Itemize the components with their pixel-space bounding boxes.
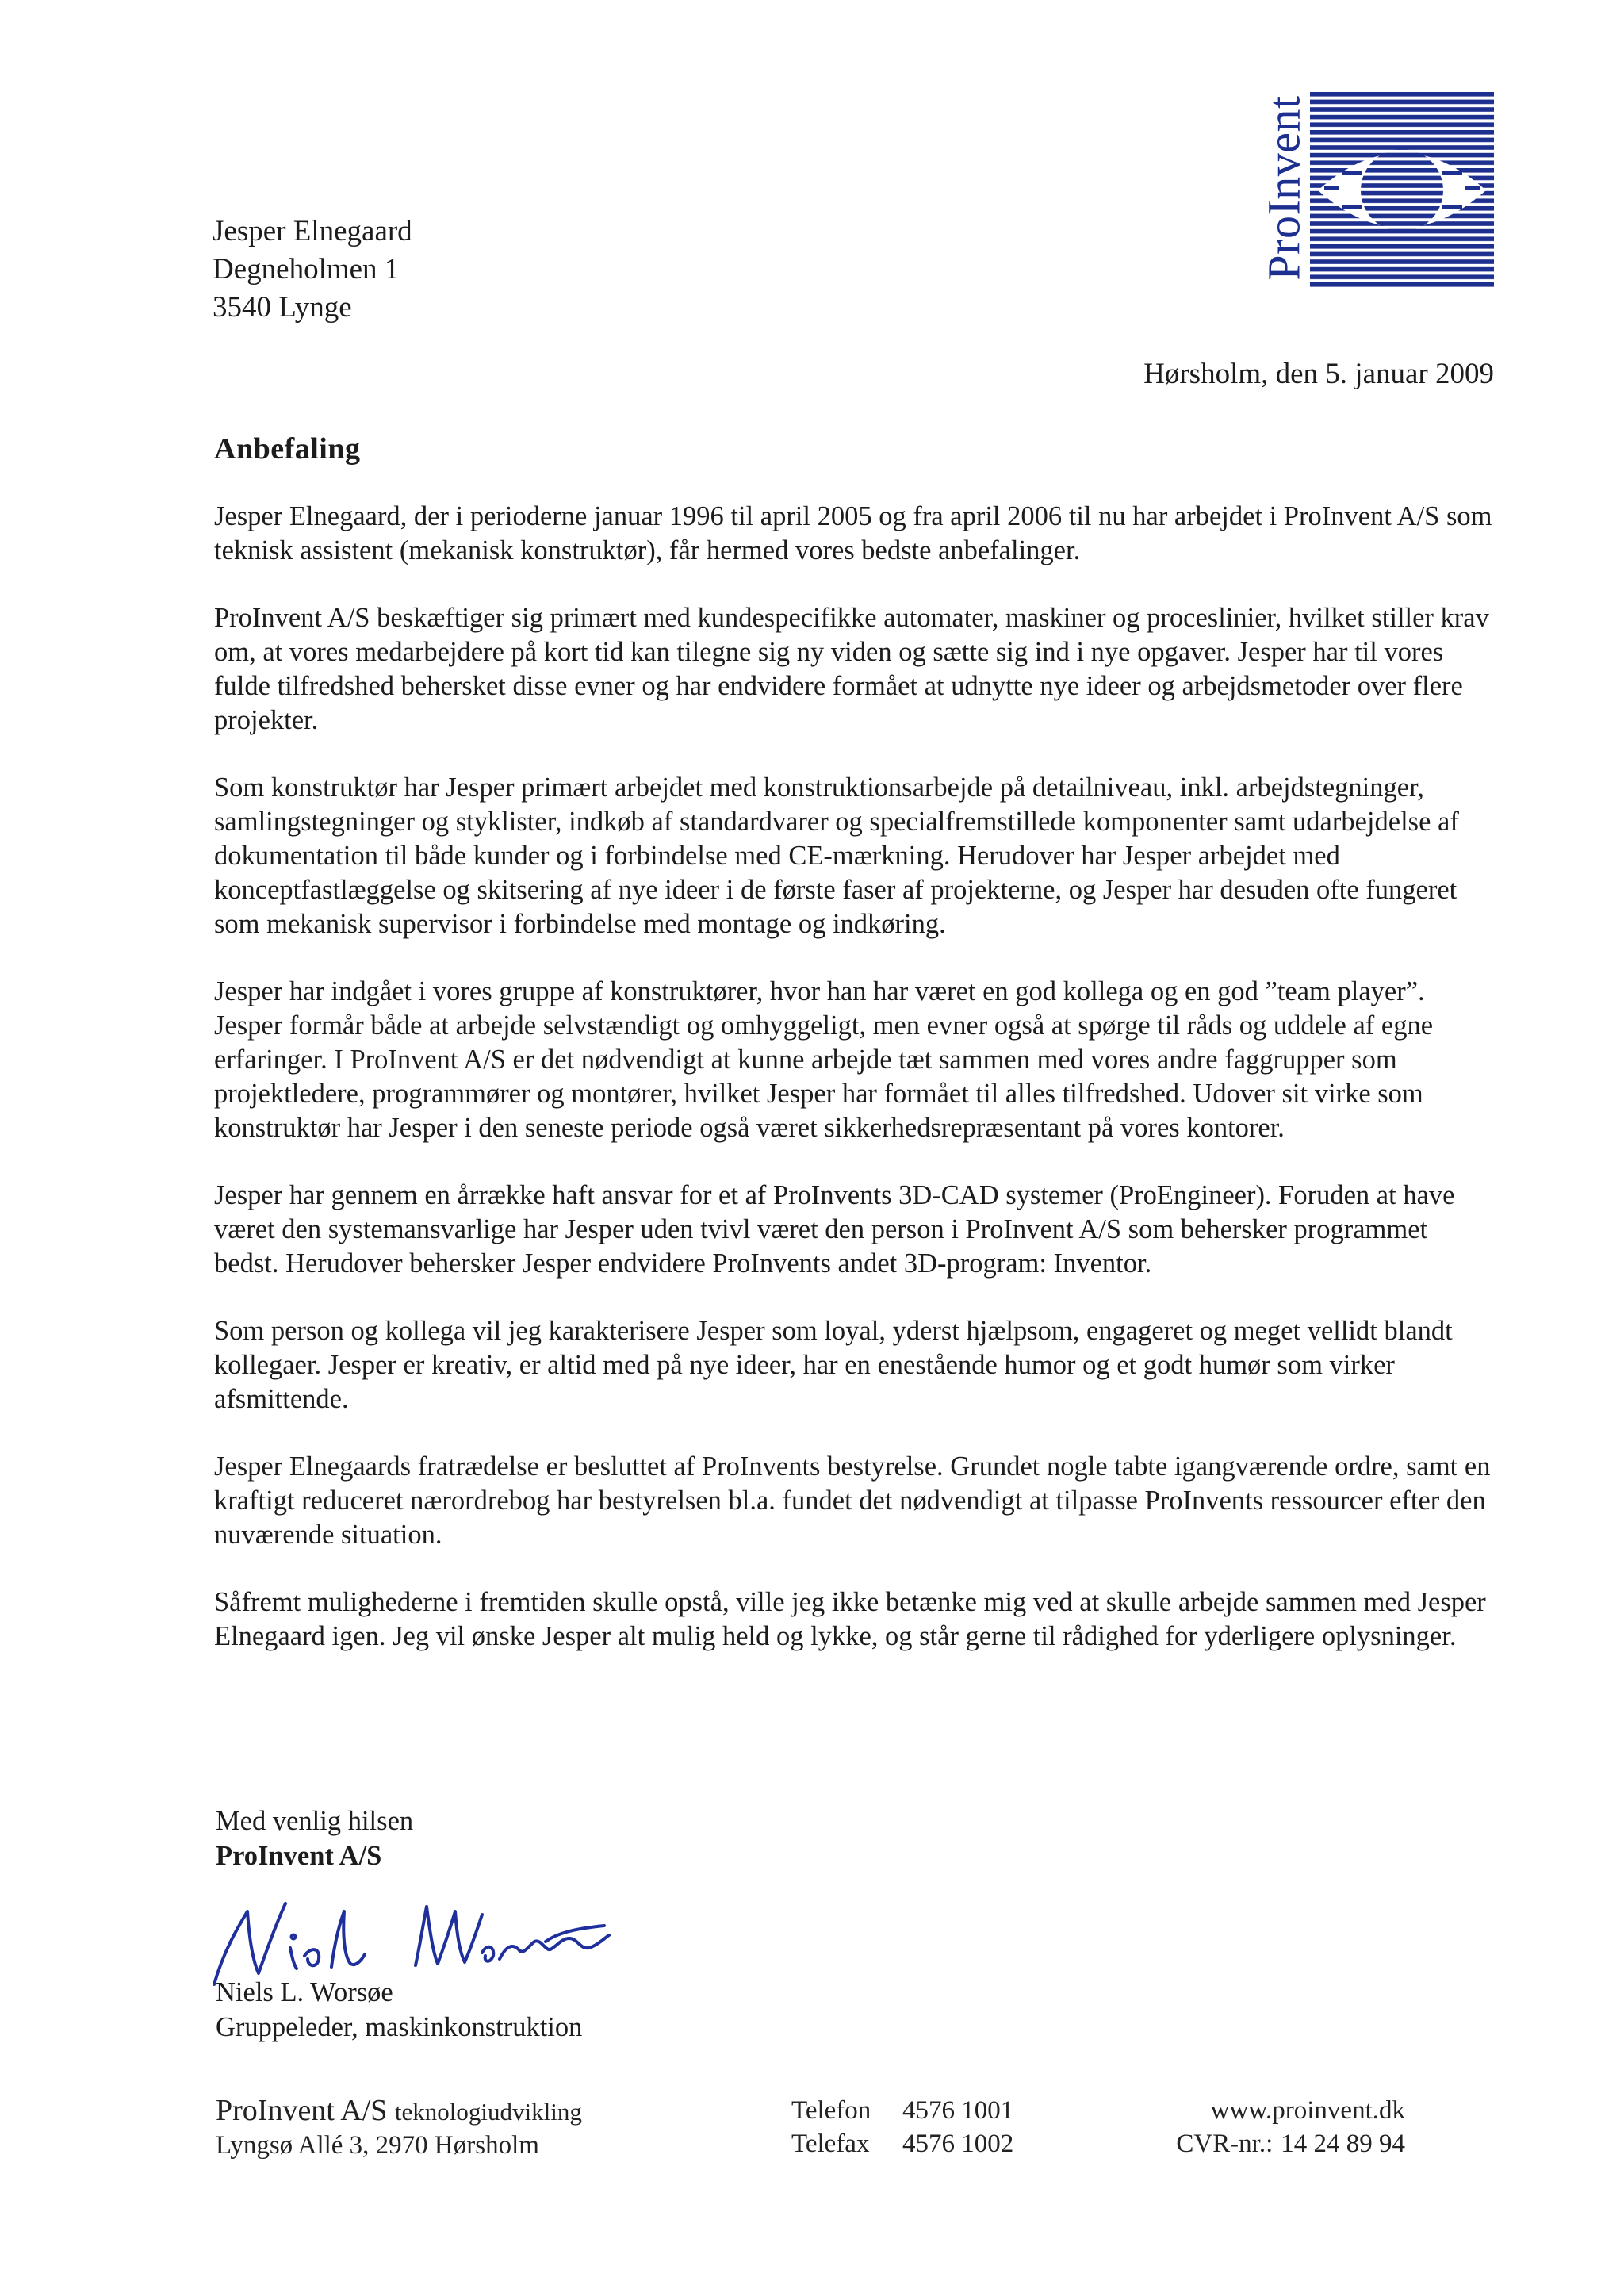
footer-web-block <box>1176 2094 1405 2160</box>
logo-text: ProInvent <box>1258 95 1310 281</box>
footer-fax-row <box>791 2127 1013 2160</box>
paragraph: Jesper Elnegaards fratrædelse er besluttet af ProInvents bestyrelse. Grundet nogle tabte igangværende ordre, samt en kraftigt reduceret nærordrebog har bestyrelsen bl.a. fundet det nødvendigt at tilpasse ProInvents ressourcer efter den nuværende situation. <box>214 1451 1491 1550</box>
closing-block <box>216 1804 413 1873</box>
footer-cvr-label: CVR-nr.: <box>1176 2130 1274 2158</box>
footer-phone-row <box>791 2094 1013 2127</box>
recipient-address <box>213 213 412 327</box>
paragraph: Såfremt mulighederne i fremtiden skulle opstå, ville jeg ikke betænke mig ved at skulle arbejde sammen med Jesper Elnegaard igen. Jeg vil ønske Jesper alt mulig held og lykke, og står gerne til rådighed for yderligere oplysninger. <box>214 1587 1486 1651</box>
footer-brand <box>216 2094 582 2129</box>
footer-fax-label: Telefax <box>791 2130 870 2158</box>
closing-greeting: Med venlig hilsen <box>216 1806 414 1836</box>
paragraph: Som konstruktør har Jesper primært arbejdet med konstruktionsarbejde på detailniveau, inkl. arbejdstegninger, samlingstegninger og styklister, indkøb af standardvarer og specialfremstillede komponenter samt udarbejdelse af dokumentation til både kunder og i forbindelse med CE-mærkning. Herudover har Jesper arbejdet med konceptfastlæggelse og skitsering af nye ideer i de første faser af projekterne, og Jesper har desuden ofte fungeret som mekanisk supervisor i forbindelse med montage og indkøring. <box>214 772 1459 939</box>
letter-heading: Anbefaling <box>214 432 361 466</box>
footer-tagline: teknologiudvikling <box>394 2098 582 2126</box>
letter-date: Hørsholm, den 5. januar 2009 <box>1143 358 1494 390</box>
footer-cvr: 14 24 89 94 <box>1281 2130 1405 2158</box>
letter-body <box>214 500 1494 1687</box>
footer-company: ProInvent A/S <box>216 2094 388 2127</box>
recipient-street: Degneholmen 1 <box>213 253 400 286</box>
recipient-city: 3540 Lynge <box>213 291 352 324</box>
footer-cvr-row <box>1176 2127 1405 2160</box>
footer-address: Lyngsø Allé 3, 2970 Hørsholm <box>216 2131 539 2160</box>
paragraph: Jesper har indgået i vores gruppe af konstruktører, hvor han har været en god kollega og en god ”team player”. Jesper formår både at arbejde selvstændigt og omhyggeligt, men evner også at spørge til råds og uddele af egne erfaringer. I ProInvent A/S er det nødvendigt at kunne arbejde tæt sammen med vores andre faggrupper som projektledere, programmører og montører, hvilket Jesper har formået til alles tilfredshed. Udover sit virke som konstruktør har Jesper i den seneste periode også været sikkerhedsrepræsentant på vores kontorer. <box>214 976 1434 1143</box>
footer-phone: 4576 1001 <box>902 2096 1014 2125</box>
footer-phone-label: Telefon <box>791 2096 871 2125</box>
recipient-name: Jesper Elnegaard <box>213 215 412 247</box>
paragraph: ProInvent A/S beskæftiger sig primært med kundespecifikke automater, maskiner og proceslinier, hvilket stiller krav om, at vores medarbejdere på kort tid kan tilegne sig ny viden og sætte sig ind i nye opgaver. Jesper har til vores fulde tilfredshed behersket disse evner og har endvidere formået at udnytte nye ideer og arbejdsmetoder over flere projekter. <box>214 603 1489 735</box>
company-logo-wordmark <box>1259 89 1308 287</box>
footer-company-block <box>216 2094 582 2162</box>
paragraph: Som person og kollega vil jeg karakterisere Jesper som loyal, yderst hjælpsom, engageret og meget vellidt blandt kollegaer. Jesper er kreativ, er altid med på nye ideer, har en enestående humor og et godt humør som virker afsmittende. <box>214 1316 1453 1414</box>
closing-company: ProInvent A/S <box>216 1841 382 1871</box>
footer-website-link[interactable]: www.proinvent.dk <box>1210 2096 1405 2125</box>
signer-title: Gruppeleder, maskinkonstruktion <box>216 2012 583 2042</box>
paragraph: Jesper Elnegaard, der i perioderne januar 1996 til april 2005 og fra april 2006 til nu har arbejdet i ProInvent A/S som teknisk assistent (mekanisk konstruktør), får hermed vores bedste anbefalinger. <box>214 501 1492 565</box>
signer-block <box>216 1975 582 2045</box>
signer-name: Niels L. Worsøe <box>216 1977 393 2007</box>
company-logo-eye-icon <box>1310 92 1494 289</box>
paragraph: Jesper har gennem en årrække haft ansvar for et af ProInvents 3D-CAD systemer (ProEngineer). Foruden at have været den systemansvarlige har Jesper uden tvivl været den person i ProInvent A/S som behersker programmet bedst. Herudover behersker Jesper endvidere ProInvents andet 3D-program: Inventor. <box>214 1180 1455 1279</box>
footer-contact-block <box>791 2094 1013 2160</box>
footer-fax: 4576 1002 <box>902 2130 1014 2158</box>
